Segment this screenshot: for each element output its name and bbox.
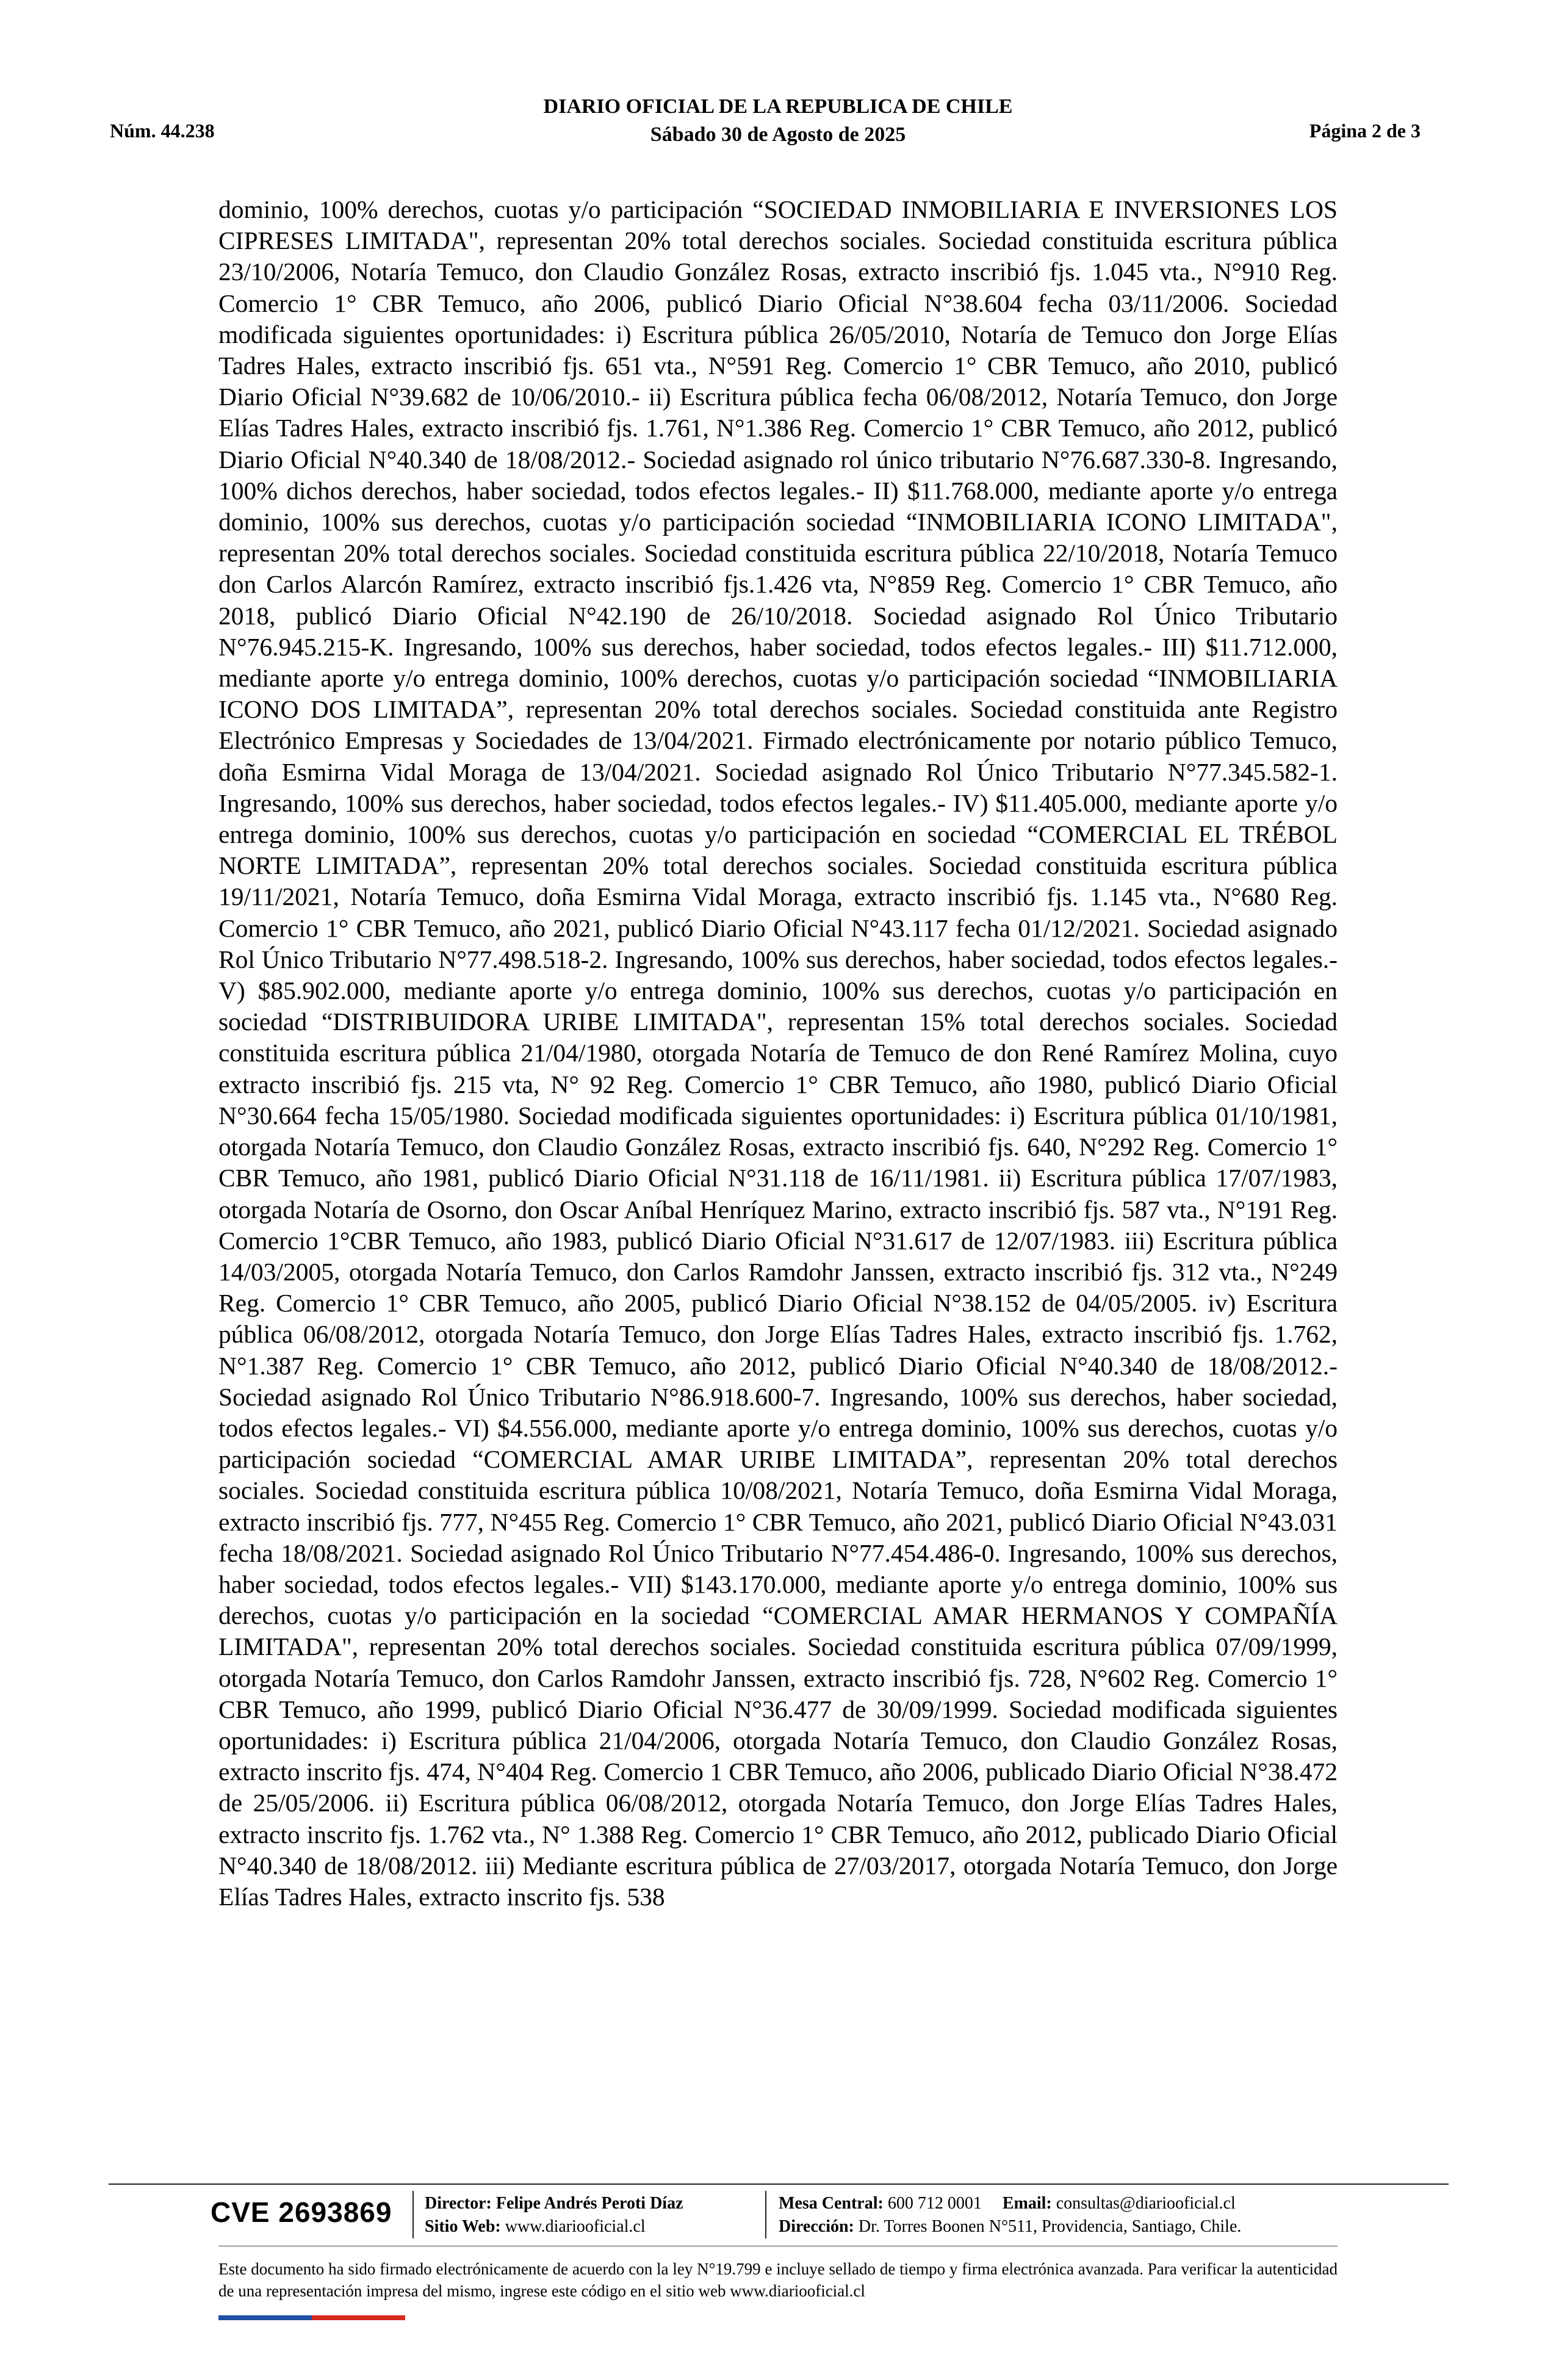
cve-code: CVE 2693869	[211, 2196, 392, 2228]
publication-title: DIARIO OFICIAL DE LA REPUBLICA DE CHILE	[543, 95, 1013, 118]
page-indicator: Página 2 de 3	[1309, 120, 1421, 142]
publication-date: Sábado 30 de Agosto de 2025	[650, 123, 906, 146]
email-label: Email:	[1002, 2194, 1052, 2213]
flag-blue-segment	[218, 2315, 312, 2320]
legal-note: Este documento ha sido firmado electrónicamente de acuerdo con la ley N°19.799 e incluye sellado de tiempo y firma electrónica avanzada. Para verificar la autenticidad de una representación impresa del mismo, ingrese este código en el sitio web www.diariooficial.cl	[218, 2260, 1338, 2300]
issue-number: Núm. 44.238	[110, 120, 215, 142]
body-paragraph: dominio, 100% derechos, cuotas y/o participación “SOCIEDAD INMOBILIARIA E INVERSIONES LOS CIPRESES LIMITADA", representan 20% total derechos sociales. Sociedad constituida escritura pública 23/10/2006, Notaría Temuco, don Claudio González Rosas, extracto inscribió fjs. 1.045 vta., N°910 Reg. Comercio 1° CBR Temuco, año 2006, publicó Diario Oficial N°38.604 fecha 03/11/2006. Sociedad modificada siguientes oportunidades: i) Escritura pública 26/05/2010, Notaría de Temuco don Jorge Elías Tadres Hales, extracto inscribió fjs. 651 vta., N°591 Reg. Comercio 1° CBR Temuco, año 2010, publicó Diario Oficial N°39.682 de 10/06/2010.- ii) Escritura pública fecha 06/08/2012, Notaría Temuco, don Jorge Elías Tadres Hales, extracto inscribió fjs. 1.761, N°1.386 Reg. Comercio 1° CBR Temuco, año 2012, publicó Diario Oficial N°40.340 de 18/08/2012.- Sociedad asignado rol único tributario N°76.687.330-8. Ingresando, 100% dichos derechos, haber sociedad, todos efectos legales.- II) $11.768.000, mediante aporte y/o entrega dominio, 100% sus derechos, cuotas y/o participación sociedad “INMOBILIARIA ICONO LIMITADA", representan 20% total derechos sociales. Sociedad constituida escritura pública 22/10/2018, Notaría Temuco don Carlos Alarcón Ramírez, extracto inscribió fjs.1.426 vta, N°859 Reg. Comercio 1° CBR Temuco, año 2018, publicó Diario Oficial N°42.190 de 26/10/2018. Sociedad asignado Rol Único Tributario N°76.945.215-K. Ingresando, 100% sus derechos, haber sociedad, todos efectos legales.- III) $11.712.000, mediante aporte y/o entrega dominio, 100% derechos, cuotas y/o participación sociedad “INMOBILIARIA ICONO DOS LIMITADA”, representan 20% total derechos sociales. Sociedad constituida ante Registro Electrónico Empresas y Sociedades de 13/04/2021. Firmado electrónicamente por notario público Temuco, doña Esmirna Vidal Moraga de 13/04/2021. Sociedad asignado Rol Único Tributario N°77.345.582-1. Ingresando, 100% sus derechos, haber sociedad, todos efectos legales.- IV) $11.405.000, mediante aporte y/o entrega dominio, 100% sus derechos, cuotas y/o participación en sociedad “COMERCIAL EL TRÉBOL NORTE LIMITADA”, representan 20% total derechos sociales. Sociedad constituida escritura pública 19/11/2021, Notaría Temuco, doña Esmirna Vidal Moraga, extracto inscribió fjs. 1.145 vta., N°680 Reg. Comercio 1° CBR Temuco, año 2021, publicó Diario Oficial N°43.117 fecha 01/12/2021. Sociedad asignado Rol Único Tributario N°77.498.518-2. Ingresando, 100% sus derechos, haber sociedad, todos efectos legales.- V) $85.902.000, mediante aporte y/o entrega dominio, 100% sus derechos, cuotas y/o participación en sociedad “DISTRIBUIDORA URIBE LIMITADA", representan 15% total derechos sociales. Sociedad constituida escritura pública 21/04/1980, otorgada Notaría de Temuco de don René Ramírez Molina, cuyo extracto inscribió fjs. 215 vta, N° 92 Reg. Comercio 1° CBR Temuco, año 1980, publicó Diario Oficial N°30.664 fecha 15/05/1980. Sociedad modificada siguientes oportunidades: i) Escritura pública 01/10/1981, otorgada Notaría Temuco, don Claudio González Rosas, extracto inscribió fjs. 640, N°292 Reg. Comercio 1° CBR Temuco, año 1981, publicó Diario Oficial N°31.118 de 16/11/1981. ii) Escritura pública 17/07/1983, otorgada Notaría de Osorno, don Oscar Aníbal Henríquez Marino, extracto inscribió fjs. 587 vta., N°191 Reg. Comercio 1°CBR Temuco, año 1983, publicó Diario Oficial N°31.617 de 12/07/1983. iii) Escritura pública 14/03/2005, otorgada Notaría Temuco, don Carlos Ramdohr Janssen, extracto inscribió fjs. 312 vta., N°249 Reg. Comercio 1° CBR Temuco, año 2005, publicó Diario Oficial N°38.152 de 04/05/2005. iv) Escritura pública 06/08/2012, otorgada Notaría Temuco, don Jorge Elías Tadres Hales, extracto inscribió fjs. 1.762, N°1.387 Reg. Comercio 1° CBR Temuco, año 2012, publicó Diario Oficial N°40.340 de 18/08/2012.- Sociedad asignado Rol Único Tributario N°86.918.600-7. Ingresando, 100% sus derechos, haber sociedad, todos efectos legales.- VI) $4.556.000, mediante aporte y/o entrega dominio, 100% sus derechos, cuotas y/o participación sociedad “COMERCIAL AMAR URIBE LIMITADA”, representan 20% total derechos sociales. Sociedad constituida escritura pública 10/08/2021, Notaría Temuco, doña Esmirna Vidal Moraga, extracto inscribió fjs. 777, N°455 Reg. Comercio 1° CBR Temuco, año 2021, publicó Diario Oficial N°43.031 fecha 18/08/2021. Sociedad asignado Rol Único Tributario N°77.454.486-0. Ingresando, 100% sus derechos, haber sociedad, todos efectos legales.- VII) $143.170.000, mediante aporte y/o entrega dominio, 100% sus derechos, cuotas y/o participación en la sociedad “COMERCIAL AMAR HERMANOS Y COMPAÑÍA LIMITADA", representan 20% total derechos sociales. Sociedad constituida escritura pública 07/09/1999, otorgada Notaría Temuco, don Carlos Ramdohr Janssen, extracto inscribió fjs. 728, N°602 Reg. Comercio 1° CBR Temuco, año 1999, publicó Diario Oficial N°36.477 de 30/09/1999. Sociedad modificada siguientes oportunidades: i) Escritura pública 21/04/2006, otorgada Notaría Temuco, don Claudio González Rosas, extracto inscrito fjs. 474, N°404 Reg. Comercio 1 CBR Temuco, año 2006, publicado Diario Oficial N°38.472 de 25/05/2006. ii) Escritura pública 06/08/2012, otorgada Notaría Temuco, don Jorge Elías Tadres Hales, extracto inscrito fjs. 1.762 vta., N° 1.388 Reg. Comercio 1° CBR Temuco, año 2012, publicado Diario Oficial N°40.340 de 18/08/2012. iii) Mediante escritura pública de 27/03/2017, otorgada Notaría Temuco, don Jorge Elías Tadres Hales, extracto inscrito fjs. 538	[218, 195, 1338, 1911]
website-label: Sitio Web:	[425, 2217, 501, 2236]
footer-director-block	[425, 2192, 683, 2238]
footer-divider	[109, 2183, 1449, 2185]
footer-contact-block	[779, 2192, 1241, 2238]
flag-stripe	[218, 2315, 405, 2320]
phone-label: Mesa Central:	[779, 2194, 884, 2213]
director-label: Director:	[425, 2194, 492, 2213]
flag-red-segment	[312, 2315, 405, 2320]
footer-separator	[765, 2191, 766, 2238]
email-link[interactable]: consultas@diariooficial.cl	[1056, 2194, 1236, 2213]
footer-separator	[412, 2191, 414, 2238]
address-text: Dr. Torres Boonen N°511, Providencia, Santiago, Chile.	[858, 2217, 1242, 2236]
website-link[interactable]: www.diariooficial.cl	[505, 2217, 646, 2236]
phone-number: 600 712 0001	[887, 2194, 982, 2213]
address-label: Dirección:	[779, 2217, 854, 2236]
director-name: Felipe Andrés Peroti Díaz	[495, 2194, 683, 2213]
